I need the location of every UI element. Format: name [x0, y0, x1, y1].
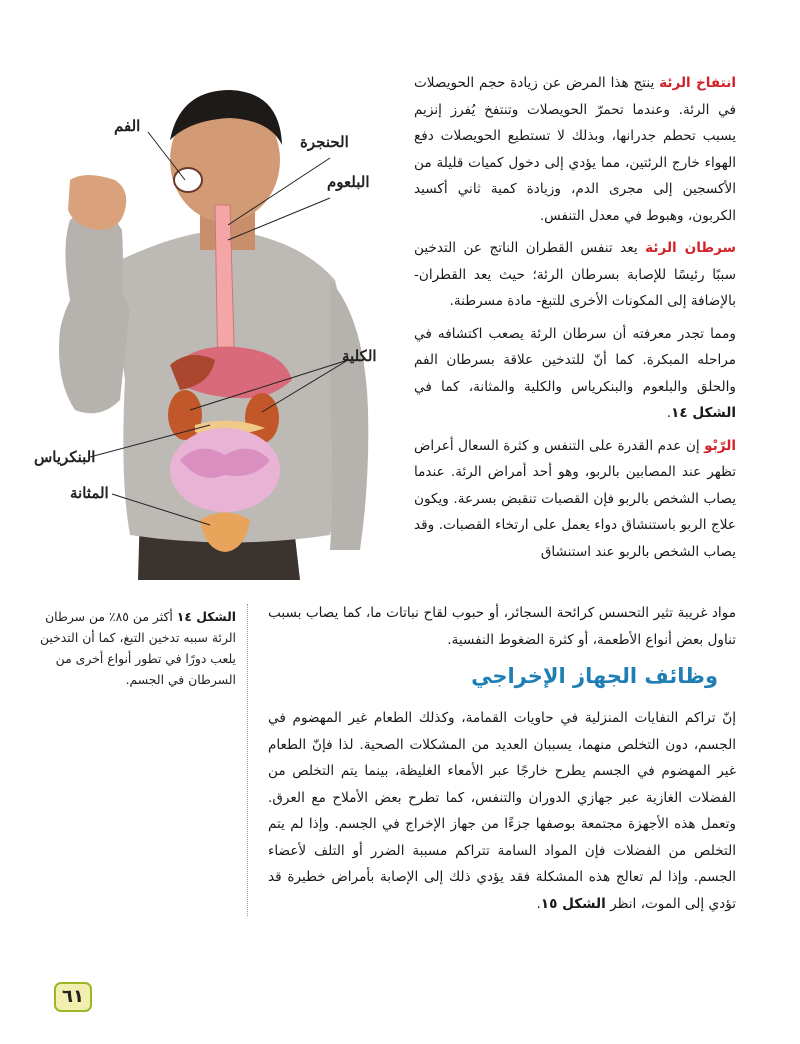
cancer-detection-text: ومما تجدر معرفته أن سرطان الرئة يصعب اكتشافه في مراحله المبكرة. كما أنّ للتدخين علاقة بسرطان الفم والحلق والبلعوم والبنكرياس والكلية والمثانة، كما في — [414, 325, 736, 395]
label-pharynx: البلعوم — [327, 173, 370, 191]
period: . — [536, 895, 541, 912]
lung-cancer-paragraph — [414, 235, 736, 315]
caption-label: الشكل ١٤ — [176, 609, 236, 624]
top-text-column — [414, 70, 736, 571]
excretion-text: إنّ تراكم النفايات المنزلية في حاويات القمامة، وكذلك الطعام غير المهضوم في الجسم، دون التخلص منهما، يسببان العديد من المشكلات الصحية. لذا فإنّ الطعام غير المهضوم في الجسم يطرح خارجًا عبر الأمعاء الغليظة، بينما يتم التخلص من الفضلات الغازية عبر جهازي الدوران والتنفس، كما تطرح بعض الأملاح مع العرق. وتعمل هذه الأجهزة مجتمعة بوصفها جزءًا من جهاز الإخراج في الجسم. وإذا لم يتم التخلص من الفضلات فإن المواد السامة تتراكم مسببة الضرر أو التلف لأعضاء الجسم. وإذا لم تعالج هذه المشكلة فقد يؤدي ذلك إلى الإصابة بأمراض خطيرة قد تؤدي إلى الموت، انظر — [268, 710, 736, 912]
emphysema-text: ينتج هذا المرض عن زيادة حجم الحويصلات في الرئة. وعندما تحمرّ الحويصلات وتنتفخ يُفرز إنزيم يسبب تحطم جدرانها، وبذلك لا تستطيع الحويصلات دفع الهواء خارج الرئتين، مما يؤدي إلى دخول كميات قليلة من الأكسجين إلى مجرى الدم، وزيادة كمية ثاني أكسيد الكربون، وهبوط في معدل التنفس. — [414, 75, 736, 224]
figure-15-ref: الشكل ١٥ — [540, 895, 606, 912]
column-divider — [247, 604, 248, 916]
asthma-continued — [268, 600, 736, 659]
figure-14-caption — [26, 606, 236, 690]
section-title: وظائف الجهاز الإخراجي — [471, 664, 718, 688]
emphysema-paragraph — [414, 70, 736, 229]
asthma-paragraph — [414, 433, 736, 566]
caption-text: أكثر من ٨٥٪ من سرطان الرئة سببه تدخين التبغ، كما أن التدخين يلعب دورًا في تطور أنواع أخرى من السرطان في الجسم. — [39, 609, 236, 687]
period: . — [666, 405, 672, 421]
lung-cancer-term: سرطان الرئة — [645, 240, 736, 256]
label-larynx: الحنجرة — [300, 133, 349, 151]
excretion-paragraph — [268, 705, 736, 917]
figure-14-illustration — [30, 80, 405, 585]
emphysema-term: انتفاخ الرئة — [659, 75, 736, 91]
label-pancreas: البنكرياس — [34, 448, 96, 466]
figure-14-ref: الشكل ١٤ — [671, 405, 736, 421]
asthma-term: الرّبْو — [704, 437, 736, 454]
label-bladder: المثانة — [70, 484, 109, 502]
asthma-continued-text: مواد غريبة تثير التحسس كرائحة السجائر، أو حبوب لقاح نباتات ما، كما يصاب بسبب تناول بعض أنواع الأطعمة، أو كثرة الضغوط النفسية. — [268, 605, 736, 648]
asthma-text: إن عدم القدرة على التنفس و كثرة السعال أعراض تظهر عند المصابين بالربو، وهو أحد أمراض الرئة. عندما يصاب الشخص بالربو فإن القصبات تنقبض بسرعة. ويكون علاج الربو باستنشاق دواء يعمل على ارتخاء القصبات. وقد يصاب الشخص بالربو عند استنشاق — [414, 437, 736, 560]
label-mouth: الفم — [114, 117, 141, 135]
lung-cancer-text: يعد تنفس القطران الناتج عن التدخين سببًا رئيسًا للإصابة بسرطان الرئة؛ حيث يعد القطران- بالإضافة إلى المكونات الأخرى للتبغ- مادة مسرطنة. — [414, 240, 736, 309]
cancer-detection-paragraph — [414, 321, 736, 427]
label-kidney: الكلية — [342, 347, 377, 365]
section-body — [268, 705, 736, 923]
page-number: ٦١ — [54, 982, 92, 1012]
